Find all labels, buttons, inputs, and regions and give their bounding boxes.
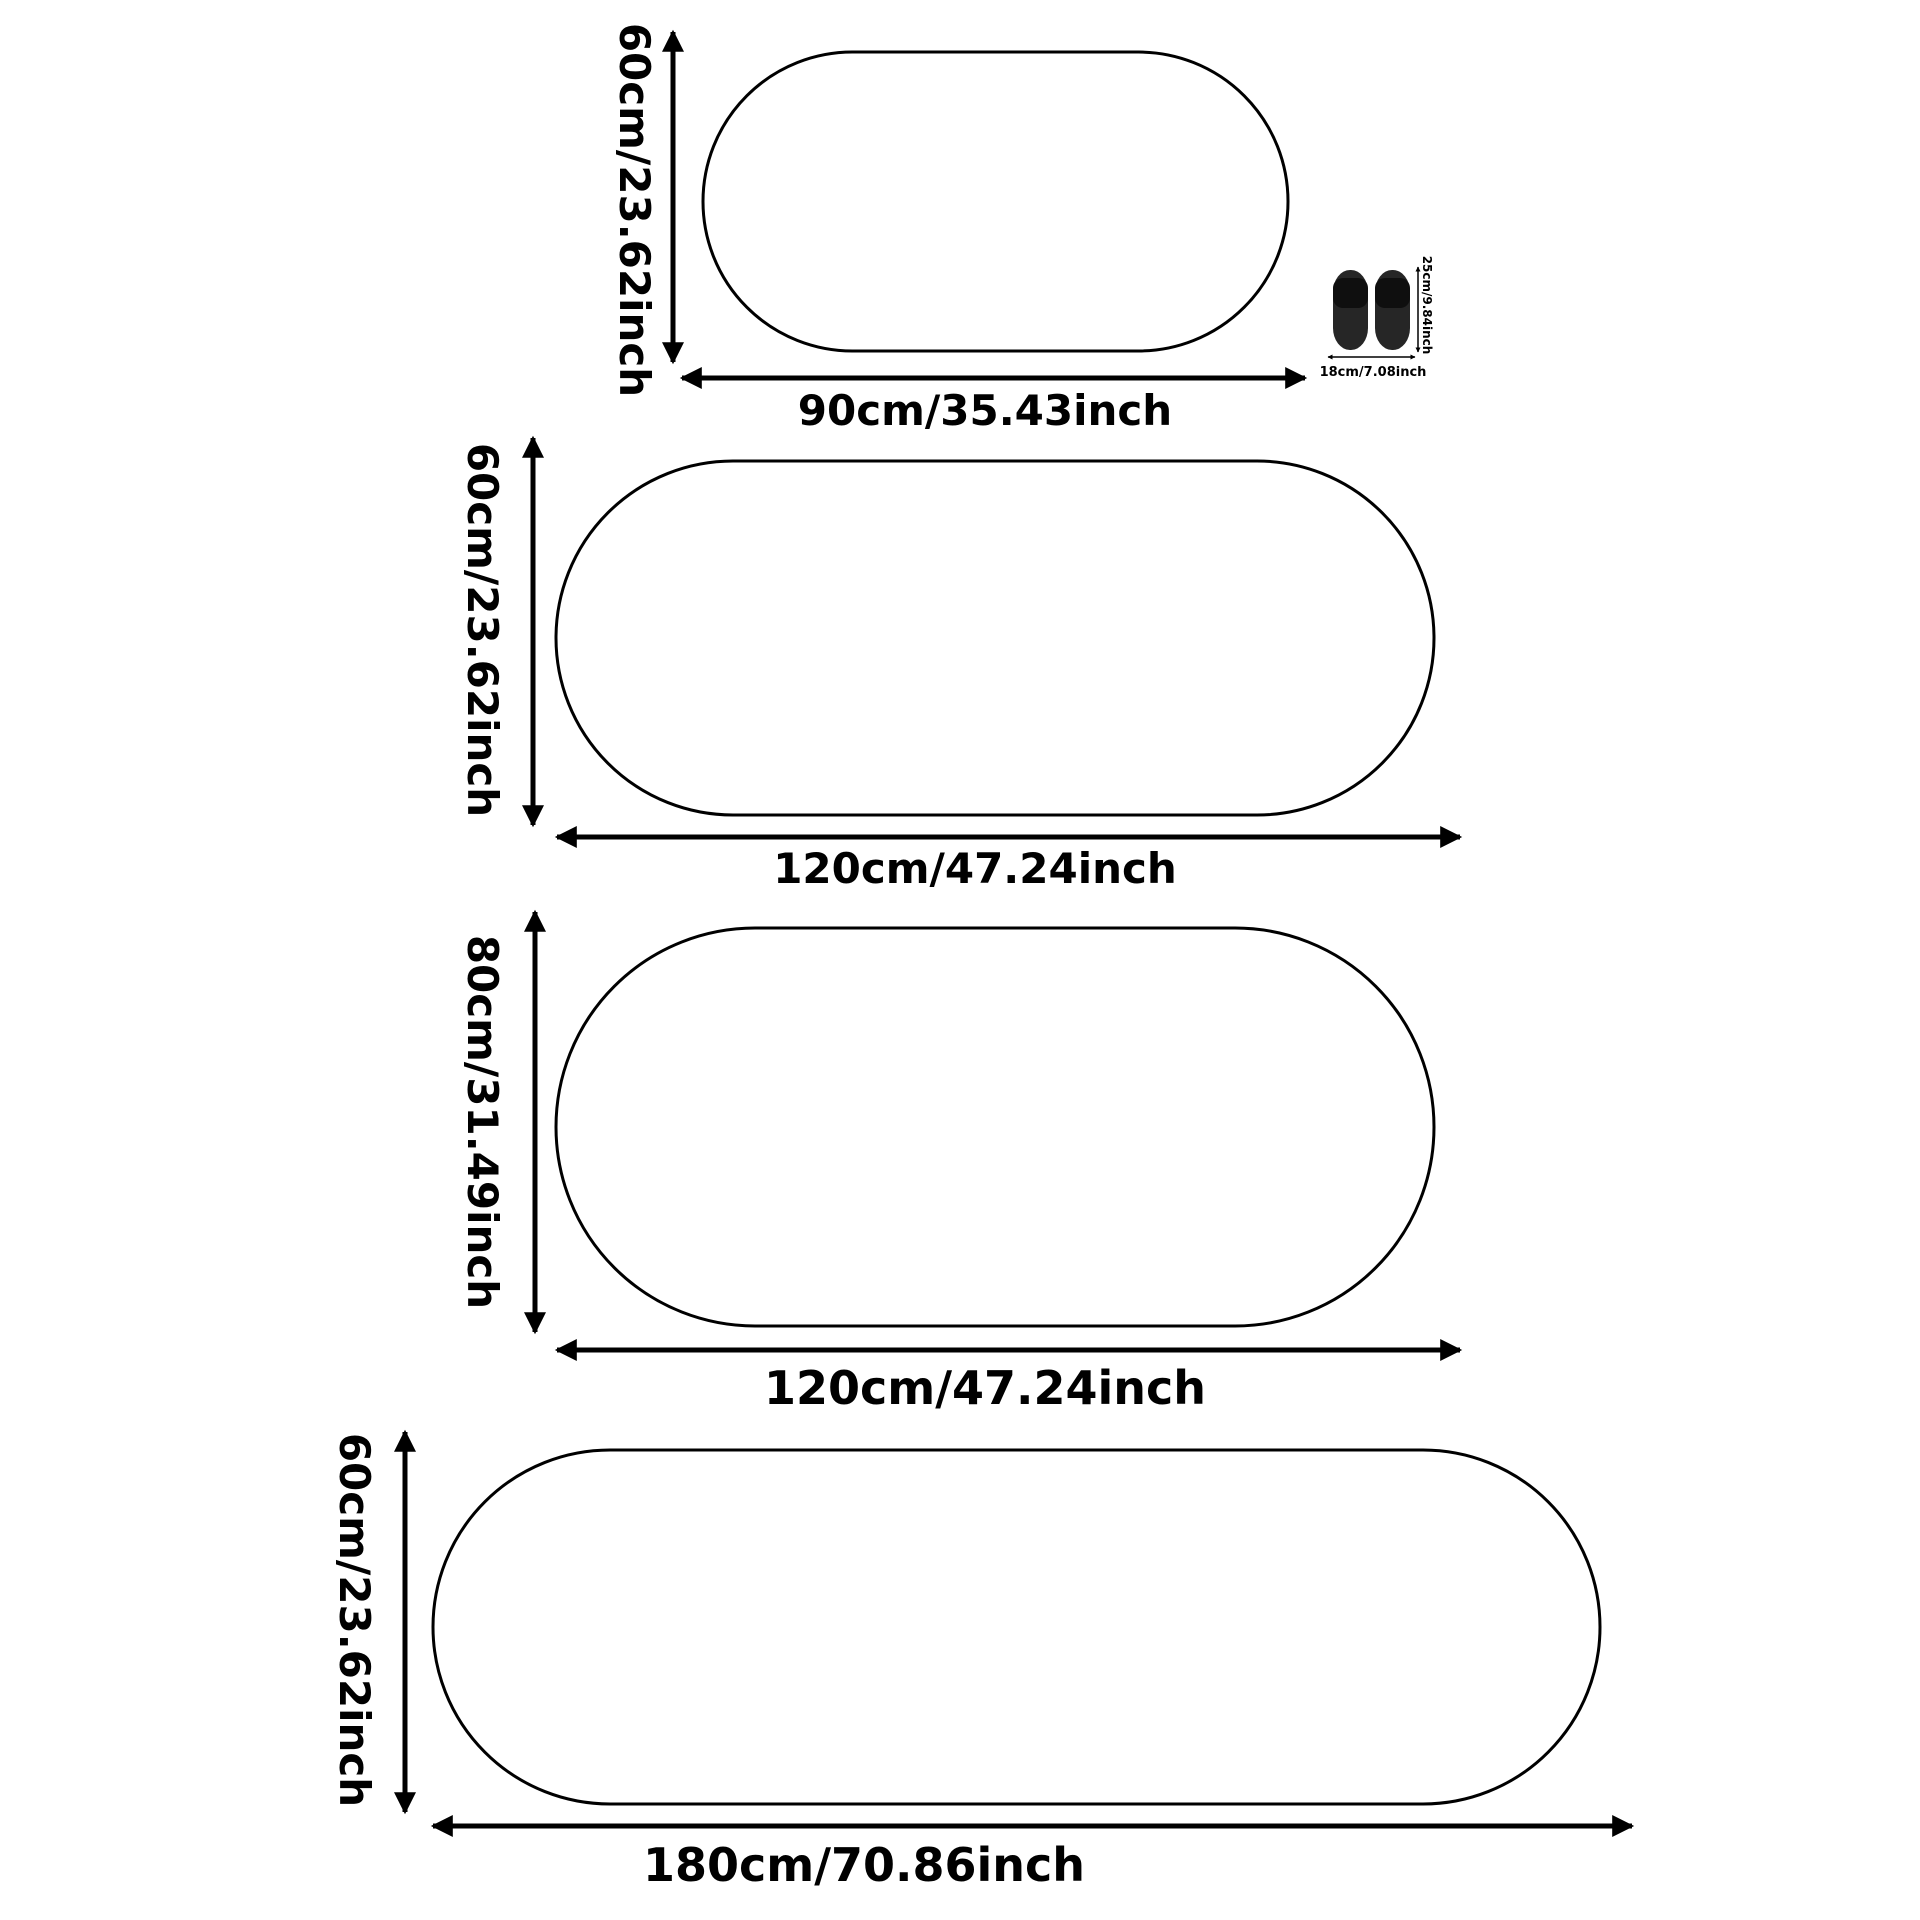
mat-1 (610, 23, 1305, 435)
mat-3-height-label: 80cm/31.49inch (458, 934, 507, 1310)
mat-1-height-label: 60cm/23.62inch (610, 22, 659, 398)
slippers-width-label: 18cm/7.08inch (1319, 365, 1427, 380)
slippers-reference (1320, 256, 1434, 380)
mat-3 (458, 912, 1460, 1415)
mat-2-outline (556, 461, 1434, 815)
mat-4-height-label: 60cm/23.62inch (330, 1432, 379, 1808)
mat-4-width-label: 180cm/70.86inch (642, 1838, 1086, 1892)
mat-3-width-label: 120cm/47.24inch (763, 1361, 1207, 1415)
mat-2-width-label: 120cm/47.24inch (773, 844, 1177, 893)
mat-4 (330, 1432, 1632, 1892)
slippers-icon (1333, 270, 1410, 350)
slippers-height-label: 25cm/9.84inch (1420, 255, 1434, 355)
mat-1-width-label: 90cm/35.43inch (797, 386, 1173, 435)
mat-1-outline (703, 52, 1288, 351)
mat-4-outline (433, 1450, 1600, 1804)
mat-3-outline (556, 928, 1434, 1326)
mat-2-height-label: 60cm/23.62inch (458, 442, 507, 818)
mat-2 (458, 438, 1460, 893)
